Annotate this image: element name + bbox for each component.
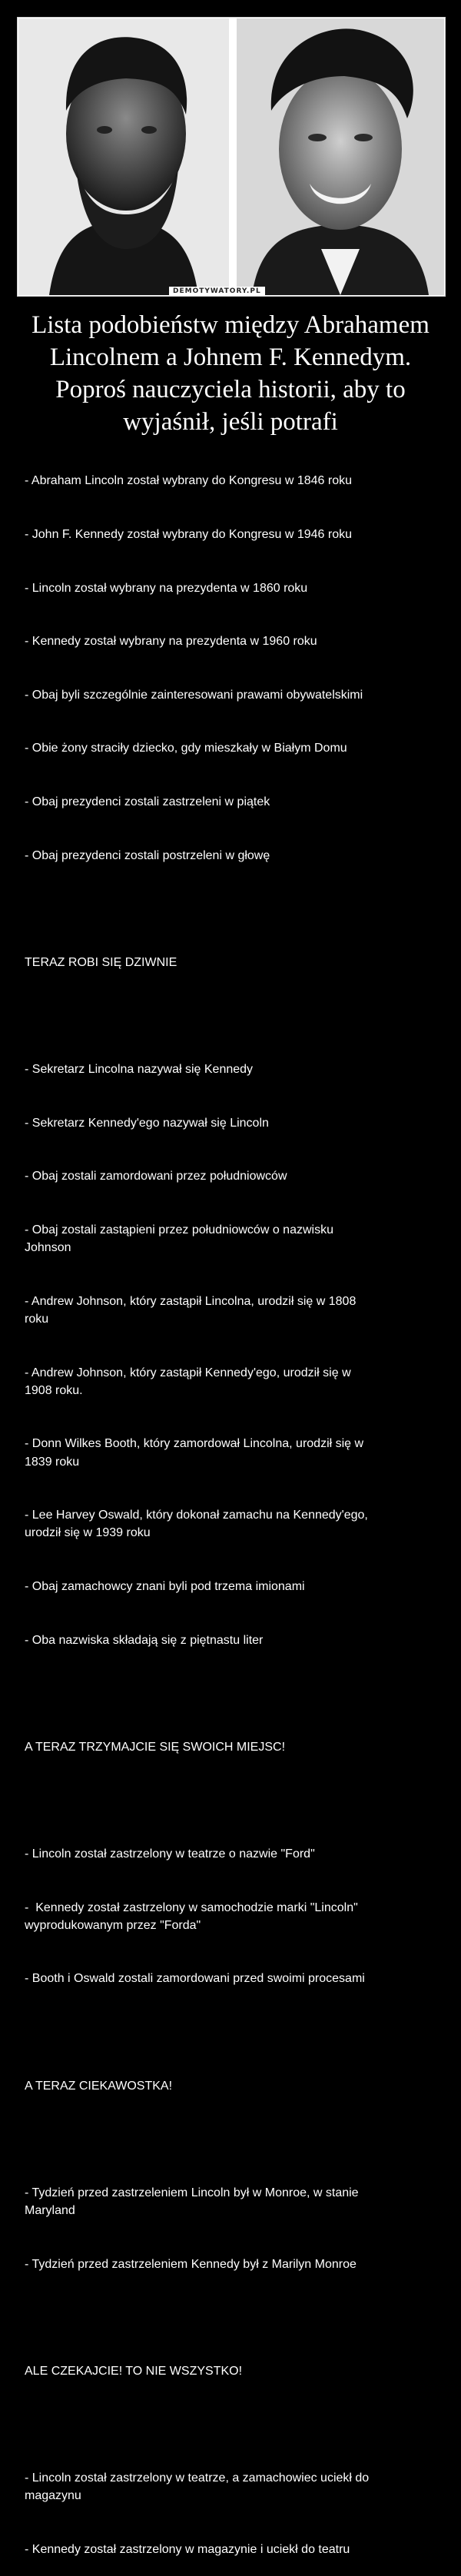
spacer	[25, 1791, 443, 1809]
spacer	[25, 900, 443, 918]
list-item: - Andrew Johnson, który zastąpił Kennedy'ego, urodził się w 1908 roku.	[25, 1366, 351, 1397]
list-item: - Sekretarz Lincolna nazywał się Kennedy	[25, 1063, 254, 1077]
watermark: DEMOTYWATORY.PL	[169, 287, 265, 296]
list-item: - Lee Harvey Oswald, który dokonał zamachu na Kennedy'ego, urodził się w 1939 roku	[25, 1509, 368, 1540]
list-item: - Obaj zostali zamordowani przez południowców	[25, 1170, 287, 1183]
list-item: - Obaj zostali zastąpieni przez południowców o nazwisku Johnson	[25, 1223, 333, 1255]
title	[15, 309, 446, 438]
section-heading: TERAZ ROBI SIĘ DZIWNIE	[25, 955, 177, 969]
lincoln-portrait	[18, 18, 229, 295]
title-line: Poproś nauczyciela historii, aby to	[55, 376, 406, 403]
list-item: - Oba nazwiska składają się z piętnastu liter	[25, 1633, 264, 1647]
list-item: - Obaj prezydenci zostali postrzeleni w głowę	[25, 848, 270, 862]
spacer	[25, 2130, 443, 2148]
list-item: - Lincoln został wybrany na prezydenta w 1860 roku	[25, 581, 308, 595]
body-text	[25, 437, 443, 2576]
list-item: - Sekretarz Kennedy'ego nazywał się Lincoln	[25, 1116, 269, 1130]
list-item: - Tydzień przed zastrzeleniem Lincoln był w Monroe, w stanie Maryland	[25, 2186, 359, 2218]
list-item: - John F. Kennedy został wybrany do Kongresu w 1946 roku	[25, 528, 353, 542]
spacer	[25, 1007, 443, 1024]
spacer	[25, 1685, 443, 1702]
list-item: - Obaj prezydenci zostali zastrzeleni w piątek	[25, 795, 270, 809]
spacer	[25, 2309, 443, 2326]
list-item: - Andrew Johnson, który zastąpił Lincolna, urodził się w 1808 roku	[25, 1294, 357, 1326]
list-item: - Obie żony straciły dziecko, gdy mieszkały w Białym Domu	[25, 742, 347, 755]
list-item: - Obaj zamachowcy znani byli pod trzema imionami	[25, 1579, 305, 1593]
list-item: - Kennedy został zastrzelony w magazynie i uciekł do teatru	[25, 2542, 350, 2556]
list-item: - Lincoln został zastrzelony w teatrze, a zamachowiec uciekł do magazynu	[25, 2471, 370, 2503]
title-line: Lista podobieństw między Abrahamem	[32, 311, 429, 339]
list-item: - Donn Wilkes Booth, który zamordował Lincolna, urodził się w 1839 roku	[25, 1437, 364, 1469]
title-line: wyjaśnił, jeśli potrafi	[123, 408, 338, 436]
image-frame	[17, 17, 446, 297]
spacer	[25, 2023, 443, 2041]
section-heading: ALE CZEKAJCIE! TO NIE WSZYSTKO!	[25, 2364, 243, 2378]
list-item: - Abraham Lincoln został wybrany do Kongresu w 1846 roku	[25, 474, 353, 488]
spacer	[25, 2415, 443, 2433]
section-heading: A TERAZ CIEKAWOSTKA!	[25, 2079, 173, 2093]
list-item: - Kennedy został wybrany na prezydenta w 1960 roku	[25, 635, 317, 649]
list-item: - Tydzień przed zastrzeleniem Kennedy był z Marilyn Monroe	[25, 2257, 357, 2271]
list-item: - Kennedy został zastrzelony w samochodzie marki "Lincoln" wyprodukowanym przez "Forda"	[25, 1900, 358, 1932]
list-item: - Lincoln został zastrzelony w teatrze o nazwie "Ford"	[25, 1847, 315, 1861]
list-item: - Obaj byli szczególnie zainteresowani prawami obywatelskimi	[25, 688, 363, 702]
title-line: Lincolnem a Johnem F. Kennedym.	[49, 344, 412, 371]
list-item: - Booth i Oswald zostali zamordowani przed swoimi procesami	[25, 1972, 365, 1986]
section-heading: A TERAZ TRZYMAJCIE SIĘ SWOICH MIEJSC!	[25, 1740, 286, 1754]
kennedy-portrait	[237, 18, 444, 295]
